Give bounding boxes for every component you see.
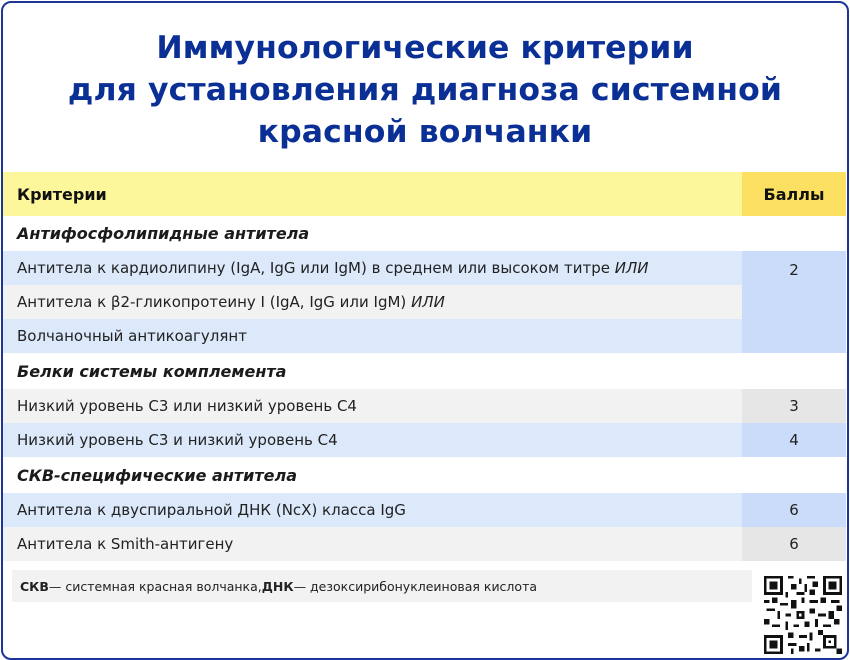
- or-label: ИЛИ: [411, 293, 445, 311]
- footnote-def-1: — системная красная волчанка,: [48, 578, 262, 594]
- title-line-3: красной волчанки: [257, 114, 593, 150]
- criterion-text: Низкий уровень C3 или низкий уровень C4: [3, 389, 742, 423]
- title-line-2: для установления диагноза системной: [67, 72, 783, 108]
- footnote-def-2: — дезоксирибонуклеиновая кислота: [293, 578, 538, 594]
- points-value: 6: [742, 527, 846, 561]
- or-label: ИЛИ: [614, 259, 649, 277]
- points-value: 4: [742, 423, 846, 457]
- criterion-text: Антитела к Smith-антигену: [3, 527, 742, 561]
- footnote: [12, 570, 752, 602]
- footnote-abbr-2: ДНК: [261, 578, 294, 594]
- points-value: 3: [742, 389, 846, 423]
- criterion-text: Антитела к β2-гликопротеину I (IgA, IgG или IgM) ИЛИ: [3, 285, 742, 319]
- criterion-text: Волчаночный антикоагулянт: [3, 319, 742, 353]
- merged-points-cell: 2: [742, 251, 846, 353]
- points-value: 6: [742, 493, 846, 527]
- criterion-text: Низкий уровень C3 и низкий уровень C4: [3, 423, 742, 457]
- footnote-abbr-1: СКВ: [20, 578, 49, 594]
- criterion-text: Антитела к кардиолипину (IgA, IgG или IgM) в среднем или высоком титре ИЛИ: [3, 251, 742, 285]
- section-title: Антифосфолипидные антитела: [17, 224, 310, 243]
- qr-code-icon[interactable]: [764, 576, 842, 654]
- header-criteria: Критерии: [3, 172, 742, 216]
- title-line-1: Иммунологические критерии: [156, 30, 694, 66]
- page-title: [3, 27, 847, 153]
- section-title: СКВ-специфические антитела: [17, 465, 297, 485]
- section-title: Белки системы комплемента: [17, 361, 287, 381]
- header-points: Баллы: [742, 172, 846, 216]
- criterion-text: Антитела к двуспиральной ДНК (NcX) класса IgG: [3, 493, 742, 527]
